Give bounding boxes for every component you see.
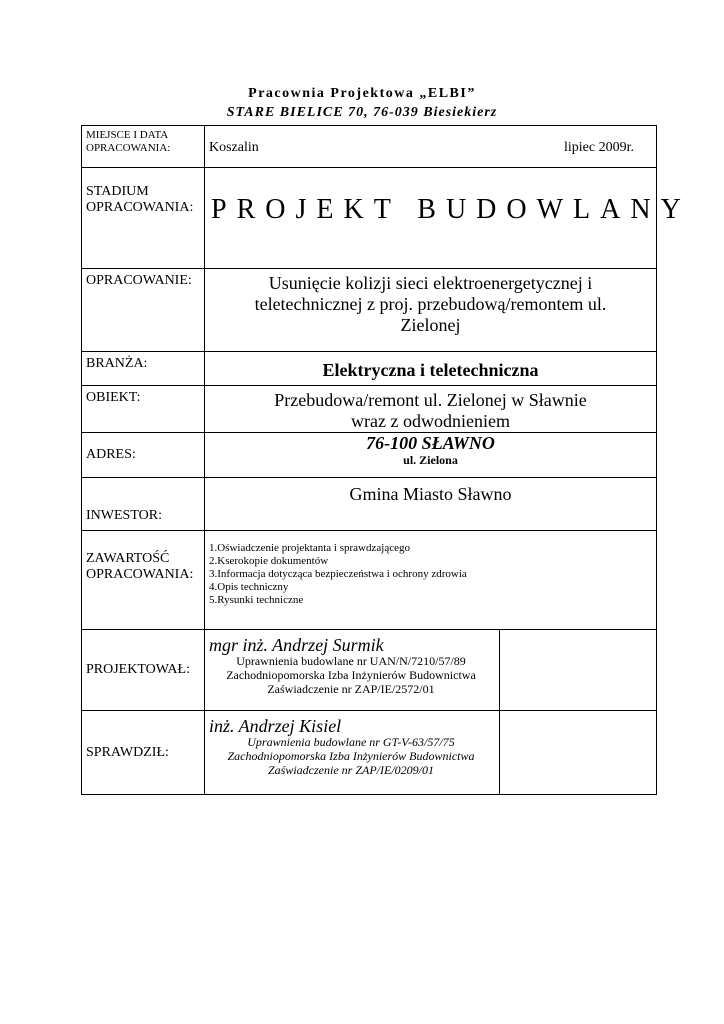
designer-certificate: Zaświadczenie nr ZAP/IE/2572/01 bbox=[267, 682, 435, 696]
contents-list bbox=[205, 531, 657, 630]
address-value bbox=[205, 433, 657, 478]
checker-license: Uprawnienia budowlane nr GT-V-63/57/75 bbox=[247, 735, 455, 749]
object-label: OBIEKT: bbox=[82, 386, 205, 433]
designer-chamber: Zachodniopomorska Izba Inżynierów Budownictwa bbox=[226, 668, 476, 682]
checker-info bbox=[205, 711, 500, 795]
place-value: Koszalin bbox=[209, 140, 259, 155]
investor-label: INWESTOR: bbox=[82, 478, 205, 531]
row-checker bbox=[82, 711, 657, 795]
row-work bbox=[82, 269, 657, 352]
contents-item: 1.Oświadczenie projektanta i sprawdzającego bbox=[209, 542, 410, 554]
row-place-date bbox=[82, 126, 657, 168]
contents-item: 3.Informacja dotycząca bezpieczeństwa i ochrony zdrowia bbox=[209, 568, 467, 580]
row-address bbox=[82, 433, 657, 478]
address-city: 76-100 SŁAWNO bbox=[366, 433, 495, 453]
contents-label-line2: OPRACOWANIA: bbox=[86, 567, 194, 582]
row-contents bbox=[82, 531, 657, 630]
contents-item: 5.Rysunki techniczne bbox=[209, 594, 304, 606]
work-value bbox=[205, 269, 657, 352]
object-line2: wraz z odwodnieniem bbox=[351, 411, 510, 431]
stage-label bbox=[82, 168, 205, 269]
designer-name: mgr inż. Andrzej Surmik bbox=[209, 635, 384, 655]
title-sheet-table bbox=[81, 125, 691, 795]
checker-certificate: Zaświadczenie nr ZAP/IE/0209/01 bbox=[268, 763, 434, 777]
stage-label-line2: OPRACOWANIA: bbox=[86, 200, 194, 215]
designer-label: PROJEKTOWAŁ: bbox=[82, 630, 205, 711]
designer-info bbox=[205, 630, 500, 711]
place-date-label bbox=[82, 126, 205, 168]
place-date-label-line1: MIEJSCE I DATA bbox=[86, 129, 169, 141]
branch-value: Elektryczna i teletechniczna bbox=[205, 352, 657, 386]
place-date-label-line2: OPRACOWANIA: bbox=[86, 142, 171, 154]
checker-signature-box bbox=[500, 711, 657, 795]
row-designer bbox=[82, 630, 657, 711]
work-label: OPRACOWANIE: bbox=[82, 269, 205, 352]
contents-label bbox=[82, 531, 205, 630]
designer-license: Uprawnienia budowlane nr UAN/N/7210/57/89 bbox=[236, 654, 466, 668]
studio-address: STARE BIELICE 70, 76-039 Biesiekierz bbox=[226, 105, 498, 120]
date-value: lipiec 2009r. bbox=[564, 140, 635, 155]
address-street: ul. Zielona bbox=[403, 453, 458, 467]
address-label: ADRES: bbox=[82, 433, 205, 478]
checker-chamber: Zachodniopomorska Izba Inżynierów Budownictwa bbox=[227, 749, 475, 763]
row-branch bbox=[82, 352, 657, 386]
row-investor bbox=[82, 478, 657, 531]
studio-name: Pracownia Projektowa „ELBI” bbox=[248, 86, 476, 101]
work-line2: teletechnicznej z proj. przebudową/remontem ul. bbox=[254, 294, 607, 314]
branch-label: BRANŻA: bbox=[82, 352, 205, 386]
checker-label: SPRAWDZIŁ: bbox=[82, 711, 205, 795]
checker-name: inż. Andrzej Kisiel bbox=[209, 716, 342, 736]
stage-value: PROJEKT BUDOWLANY bbox=[205, 168, 657, 269]
object-line1: Przebudowa/remont ul. Zielonej w Sławnie bbox=[274, 390, 587, 410]
contents-item: 2.Kserokopie dokumentów bbox=[209, 555, 329, 567]
designer-signature-box bbox=[500, 630, 657, 711]
row-stage bbox=[82, 168, 657, 269]
row-object bbox=[82, 386, 657, 433]
investor-value: Gmina Miasto Sławno bbox=[205, 478, 657, 531]
stage-label-line1: STADIUM bbox=[86, 184, 149, 199]
contents-item: 4.Opis techniczny bbox=[209, 581, 289, 593]
object-value bbox=[205, 386, 657, 433]
place-date-value bbox=[205, 126, 657, 168]
contents-label-line1: ZAWARTOŚĆ bbox=[86, 551, 170, 566]
work-line1: Usunięcie kolizji sieci elektroenergetycznej i bbox=[268, 273, 593, 293]
work-line3: Zielonej bbox=[400, 315, 461, 335]
